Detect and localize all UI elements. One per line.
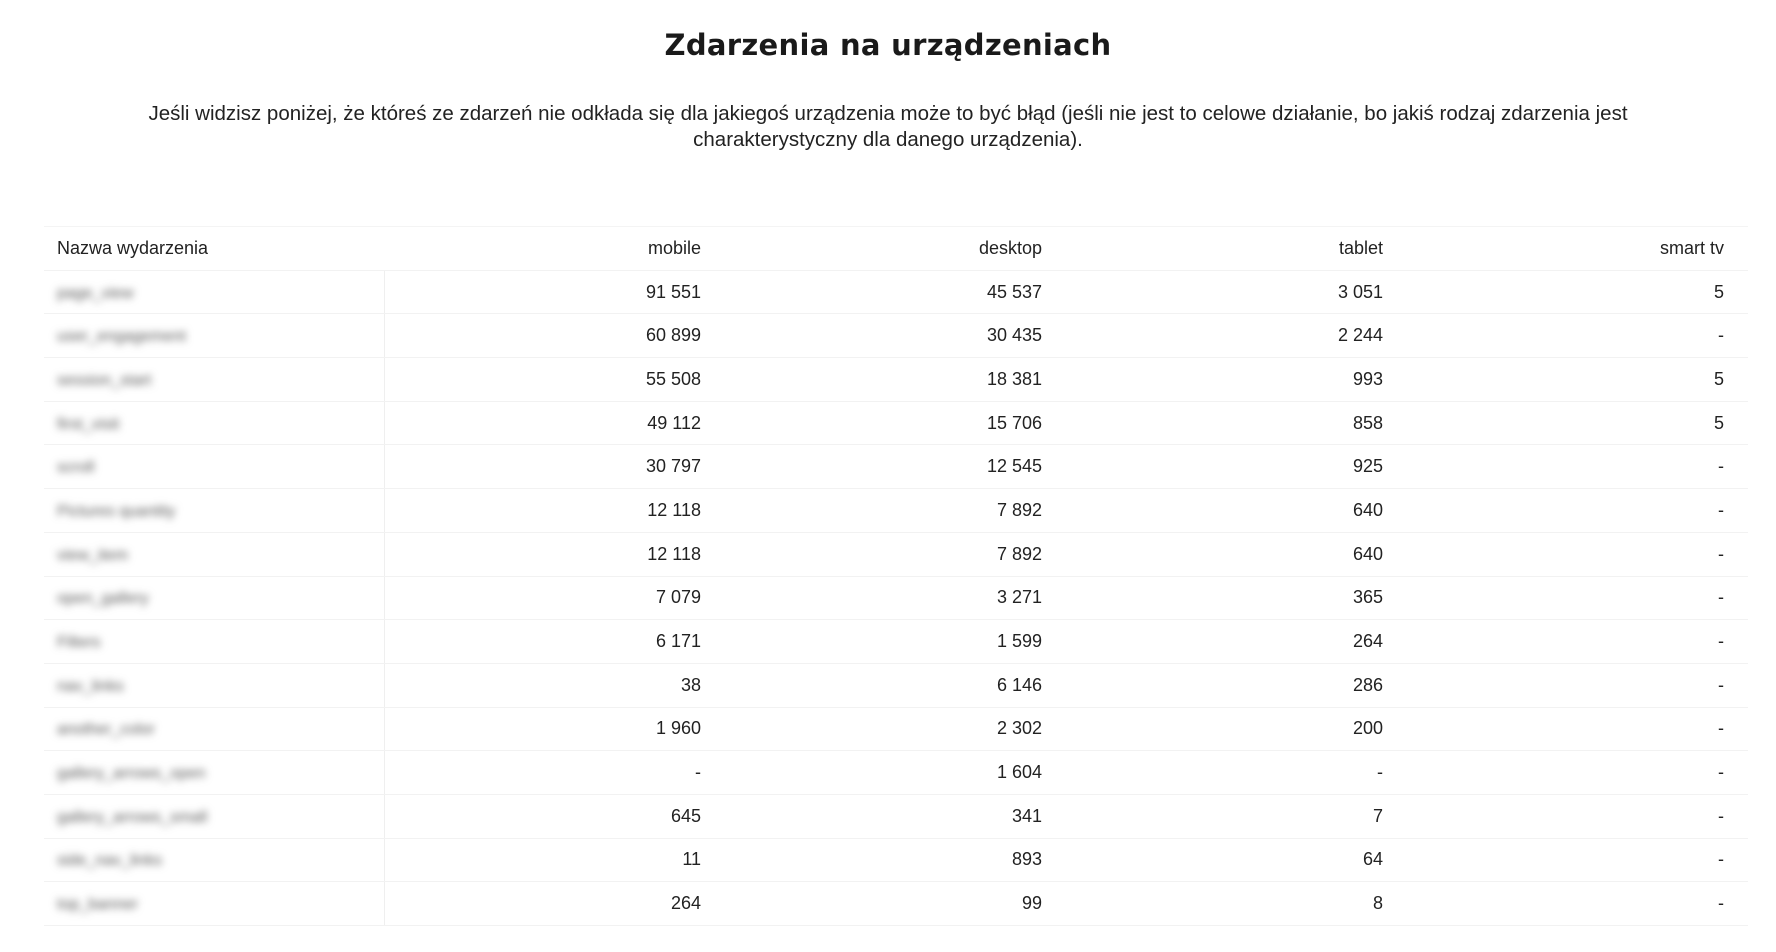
table-row <box>44 838 1748 882</box>
event-name-cell <box>44 838 384 882</box>
table-row <box>44 532 1748 576</box>
smart-tv-cell: 5 <box>1407 401 1748 445</box>
smart-tv-cell: - <box>1407 794 1748 838</box>
tablet-cell: 2 244 <box>1066 314 1407 358</box>
desktop-cell: 7 892 <box>725 489 1066 533</box>
event-name-cell <box>44 314 384 358</box>
mobile-cell: 264 <box>384 882 725 926</box>
desktop-cell: 2 302 <box>725 707 1066 751</box>
desktop-cell: 6 146 <box>725 663 1066 707</box>
event-name-label: another_color <box>57 721 155 739</box>
event-name-label: Filters <box>57 634 101 652</box>
tablet-cell: 3 051 <box>1066 270 1407 314</box>
mobile-cell: 60 899 <box>384 314 725 358</box>
desktop-cell: 99 <box>725 882 1066 926</box>
tablet-cell: 925 <box>1066 445 1407 489</box>
event-name-label: open_gallery <box>57 590 149 608</box>
tablet-cell: 8 <box>1066 882 1407 926</box>
event-name-cell <box>44 882 384 926</box>
page-description: Jeśli widzisz poniżej, że któreś ze zdarzeń nie odkłada się dla jakiegoś urządzenia może to być błąd (jeśli nie jest to celowe działanie, bo jakiś rodzaj zdarzenia jest charakterystyczny dla danego urządzenia). <box>148 102 1628 151</box>
mobile-cell: 645 <box>384 794 725 838</box>
event-name-cell <box>44 270 384 314</box>
event-name-label: gallery_arrows_open <box>57 765 206 783</box>
column-header-desktop[interactable]: desktop <box>725 227 1066 271</box>
smart-tv-cell: - <box>1407 576 1748 620</box>
mobile-cell: 12 118 <box>384 532 725 576</box>
event-name-cell <box>44 707 384 751</box>
mobile-cell: 6 171 <box>384 620 725 664</box>
mobile-cell: 11 <box>384 838 725 882</box>
event-name-cell <box>44 489 384 533</box>
smart-tv-cell: - <box>1407 445 1748 489</box>
table-row <box>44 445 1748 489</box>
table-row <box>44 882 1748 926</box>
desktop-cell: 30 435 <box>725 314 1066 358</box>
table-row <box>44 707 1748 751</box>
desktop-cell: 3 271 <box>725 576 1066 620</box>
table-row <box>44 663 1748 707</box>
mobile-cell: 30 797 <box>384 445 725 489</box>
event-name-label: side_nav_links <box>57 852 162 870</box>
event-name-label: first_visit <box>57 415 120 433</box>
event-name-label: top_banner <box>57 896 138 914</box>
table-row <box>44 751 1748 795</box>
table-row <box>44 401 1748 445</box>
smart-tv-cell: 5 <box>1407 270 1748 314</box>
event-name-label: Pictures quantity <box>57 502 176 520</box>
events-by-device-table-container <box>44 226 1748 926</box>
desktop-cell: 7 892 <box>725 532 1066 576</box>
mobile-cell: - <box>384 751 725 795</box>
smart-tv-cell: - <box>1407 882 1748 926</box>
table-row <box>44 358 1748 402</box>
tablet-cell: 640 <box>1066 532 1407 576</box>
tablet-cell: 858 <box>1066 401 1407 445</box>
event-name-label: gallery_arrows_small <box>57 808 208 826</box>
event-name-cell <box>44 620 384 664</box>
column-header-mobile[interactable]: mobile <box>384 227 725 271</box>
event-name-label: view_item <box>57 546 129 564</box>
desktop-cell: 12 545 <box>725 445 1066 489</box>
mobile-cell: 7 079 <box>384 576 725 620</box>
mobile-cell: 12 118 <box>384 489 725 533</box>
tablet-cell: 264 <box>1066 620 1407 664</box>
table-header-row <box>44 227 1748 271</box>
event-name-cell <box>44 358 384 402</box>
tablet-cell: 640 <box>1066 489 1407 533</box>
desktop-cell: 15 706 <box>725 401 1066 445</box>
event-name-cell <box>44 532 384 576</box>
tablet-cell: 200 <box>1066 707 1407 751</box>
smart-tv-cell: - <box>1407 314 1748 358</box>
table-row <box>44 270 1748 314</box>
smart-tv-cell: - <box>1407 489 1748 533</box>
tablet-cell: 286 <box>1066 663 1407 707</box>
smart-tv-cell: - <box>1407 532 1748 576</box>
mobile-cell: 91 551 <box>384 270 725 314</box>
smart-tv-cell: - <box>1407 751 1748 795</box>
tablet-cell: 64 <box>1066 838 1407 882</box>
event-name-label: user_engagement <box>57 328 186 346</box>
column-header-event-name[interactable]: Nazwa wydarzenia <box>44 227 384 271</box>
tablet-cell: 7 <box>1066 794 1407 838</box>
tablet-cell: 365 <box>1066 576 1407 620</box>
table-row <box>44 794 1748 838</box>
event-name-label: session_start <box>57 371 152 389</box>
event-name-label: scroll <box>57 459 95 477</box>
tablet-cell: 993 <box>1066 358 1407 402</box>
event-name-cell <box>44 576 384 620</box>
table-row <box>44 314 1748 358</box>
desktop-cell: 1 604 <box>725 751 1066 795</box>
event-name-label: page_view <box>57 284 134 302</box>
mobile-cell: 1 960 <box>384 707 725 751</box>
desktop-cell: 45 537 <box>725 270 1066 314</box>
desktop-cell: 1 599 <box>725 620 1066 664</box>
smart-tv-cell: - <box>1407 620 1748 664</box>
events-by-device-table <box>44 226 1748 926</box>
table-body <box>44 270 1748 925</box>
smart-tv-cell: - <box>1407 663 1748 707</box>
event-name-cell <box>44 794 384 838</box>
table-row <box>44 576 1748 620</box>
table-row <box>44 489 1748 533</box>
smart-tv-cell: 5 <box>1407 358 1748 402</box>
smart-tv-cell: - <box>1407 838 1748 882</box>
mobile-cell: 55 508 <box>384 358 725 402</box>
event-name-cell <box>44 751 384 795</box>
smart-tv-cell: - <box>1407 707 1748 751</box>
event-name-cell <box>44 445 384 489</box>
event-name-cell <box>44 663 384 707</box>
event-name-label: nav_links <box>57 677 124 695</box>
page-title: Zdarzenia na urządzeniach <box>664 28 1112 62</box>
event-name-cell <box>44 401 384 445</box>
tablet-cell: - <box>1066 751 1407 795</box>
desktop-cell: 18 381 <box>725 358 1066 402</box>
column-header-smart-tv[interactable]: smart tv <box>1407 227 1748 271</box>
desktop-cell: 341 <box>725 794 1066 838</box>
mobile-cell: 38 <box>384 663 725 707</box>
column-header-tablet[interactable]: tablet <box>1066 227 1407 271</box>
desktop-cell: 893 <box>725 838 1066 882</box>
mobile-cell: 49 112 <box>384 401 725 445</box>
table-row <box>44 620 1748 664</box>
